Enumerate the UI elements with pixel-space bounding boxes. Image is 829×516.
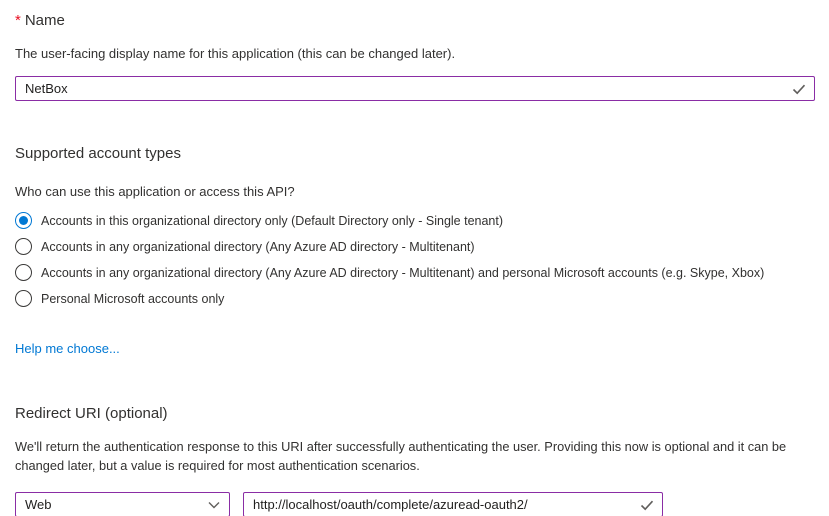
redirect-uri-title: Redirect URI (optional) xyxy=(15,405,168,422)
radio-option-multitenant-personal[interactable] xyxy=(15,264,815,281)
redirect-uri-description: We'll return the authentication response to this URI after successfully authenticating the user. Providing this now is optional and it can be changed later, but a value is required for most authentication scenarios. xyxy=(15,439,787,473)
radio-option-label: Accounts in any organizational directory (Any Azure AD directory - Multitenant) and personal Microsoft accounts (e.g. Skype, Xbox) xyxy=(41,265,765,280)
account-types-radio-group xyxy=(15,212,815,307)
redirect-uri-controls xyxy=(15,492,815,516)
account-types-question: Who can use this application or access this API? xyxy=(15,184,295,199)
help-me-choose-link[interactable]: Help me choose... xyxy=(15,341,120,356)
radio-option-label: Personal Microsoft accounts only xyxy=(41,291,225,306)
radio-button-icon xyxy=(15,290,32,307)
redirect-uri-input[interactable] xyxy=(243,492,663,516)
radio-option-multitenant[interactable] xyxy=(15,238,815,255)
supported-account-types-section xyxy=(15,145,815,358)
platform-select[interactable] xyxy=(15,492,230,516)
redirect-uri-input-container xyxy=(243,492,663,516)
radio-option-label: Accounts in any organizational directory (Any Azure AD directory - Multitenant) xyxy=(41,239,475,254)
redirect-uri-section xyxy=(15,405,815,516)
name-section-title xyxy=(15,12,815,29)
supported-account-types-title: Supported account types xyxy=(15,145,181,162)
radio-button-icon xyxy=(15,238,32,255)
radio-button-icon xyxy=(15,264,32,281)
name-description: The user-facing display name for this application (this can be changed later). xyxy=(15,46,456,61)
radio-option-personal-only[interactable] xyxy=(15,290,815,307)
platform-select-container xyxy=(15,492,230,516)
name-input-container xyxy=(15,76,815,101)
radio-button-icon xyxy=(15,212,32,229)
required-asterisk: * xyxy=(15,12,21,29)
name-input[interactable] xyxy=(15,76,815,101)
name-section xyxy=(15,12,815,101)
platform-select-value: Web xyxy=(25,497,52,512)
name-title-text: Name xyxy=(24,12,65,29)
radio-option-label: Accounts in this organizational directory only (Default Directory only - Single tenant) xyxy=(41,213,504,228)
radio-option-single-tenant[interactable] xyxy=(15,212,815,229)
